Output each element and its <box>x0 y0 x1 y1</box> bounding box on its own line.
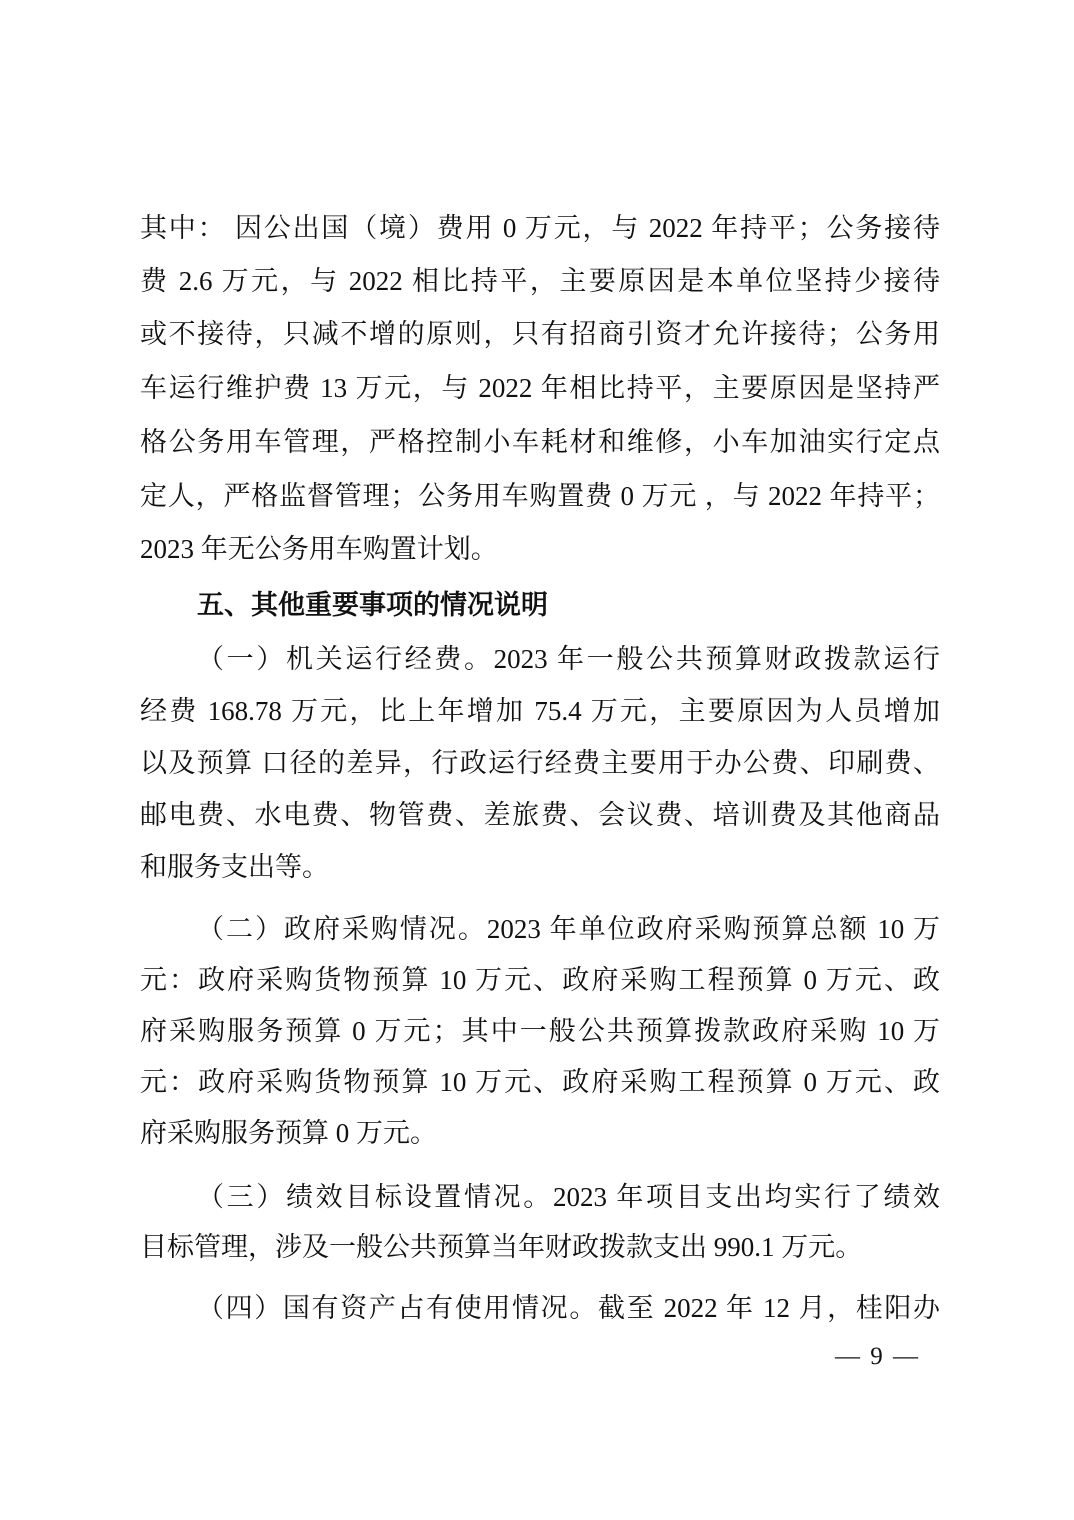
text-line: 元：政府采购货物预算 10 万元、政府采购工程预算 0 万元、政 <box>140 965 940 995</box>
text-line: 府采购服务预算 0 万元；其中一般公共预算拨款政府采购 10 万 <box>140 1016 940 1046</box>
text-line: （一）机关运行经费。2023 年一般公共预算财政拨款运行 <box>197 644 940 674</box>
text-line: 目标管理，涉及一般公共预算当年财政拨款支出 990.1 万元。 <box>140 1232 863 1262</box>
text-line: 和服务支出等。 <box>140 852 329 882</box>
text-line: 元：政府采购货物预算 10 万元、政府采购工程预算 0 万元、政 <box>140 1067 940 1097</box>
text-line: （二）政府采购情况。2023 年单位政府采购预算总额 10 万 <box>197 914 940 944</box>
text-line: 2023 年无公务用车购置计划。 <box>140 534 498 564</box>
section-heading: 五、其他重要事项的情况说明 <box>197 590 548 621</box>
text-line: 邮电费、水电费、物管费、差旅费、会议费、培训费及其他商品 <box>140 800 940 830</box>
text-line: 以及预算 口径的差异，行政运行经费主要用于办公费、印刷费、 <box>140 748 940 778</box>
text-line: 府采购服务预算 0 万元。 <box>140 1118 437 1148</box>
text-line: 经费 168.78 万元，比上年增加 75.4 万元，主要原因为人员增加 <box>140 696 940 726</box>
text-line: （三）绩效目标设置情况。2023 年项目支出均实行了绩效 <box>197 1182 940 1212</box>
text-line: 其中： 因公出国（境）费用 0 万元，与 2022 年持平；公务接待 <box>140 213 940 243</box>
text-line: 车运行维护费 13 万元，与 2022 年相比持平，主要原因是坚持严 <box>140 373 940 403</box>
text-line: 或不接待，只减不增的原则，只有招商引资才允许接待；公务用 <box>140 319 940 349</box>
page-number: — 9 — <box>835 1343 920 1370</box>
text-line: （四）国有资产占有使用情况。截至 2022 年 12 月，桂阳办 <box>197 1293 940 1323</box>
text-line: 定人，严格监督管理；公务用车购置费 0 万元 ，与 2022 年持平； <box>140 481 940 511</box>
text-line: 费 2.6 万元，与 2022 相比持平，主要原因是本单位坚持少接待 <box>140 266 940 296</box>
text-line: 格公务用车管理，严格控制小车耗材和维修，小车加油实行定点 <box>140 427 940 457</box>
